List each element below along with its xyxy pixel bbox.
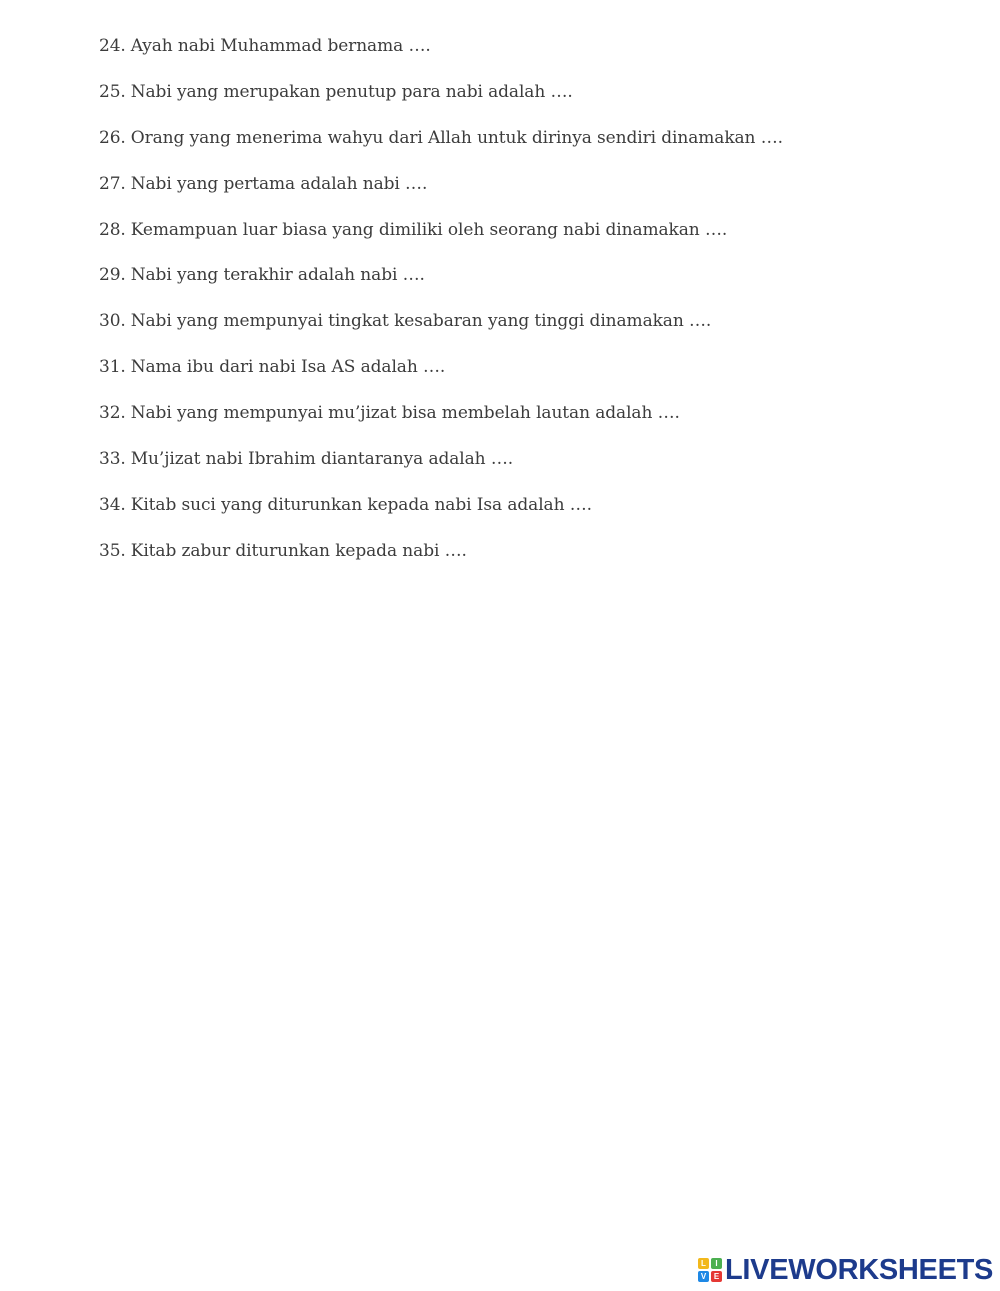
question-item [99, 354, 783, 400]
logo-mark-tile: V [698, 1271, 709, 1282]
question-number: 24. [99, 36, 126, 56]
logo-mark-tile: L [698, 1258, 709, 1269]
question-item [99, 492, 783, 538]
question-text: Nabi yang terakhir adalah nabi …. [130, 265, 425, 286]
question-number: 27. [99, 173, 126, 194]
liveworksheets-logo [698, 1256, 993, 1284]
question-text: Orang yang menerima wahyu dari Allah untuk dirinya sendiri dinamakan …. [130, 127, 783, 148]
question-item [99, 400, 783, 446]
question-text: Kitab zabur diturunkan kepada nabi …. [130, 540, 467, 561]
question-text: Mu’jizat nabi Ibrahim diantaranya adalah …. [130, 449, 514, 470]
question-number: 25. [99, 81, 126, 102]
question-item [99, 125, 783, 171]
question-list [99, 33, 783, 584]
question-text: Kitab suci yang diturunkan kepada nabi Isa adalah …. [130, 494, 592, 515]
question-text: Kemampuan luar biasa yang dimiliki oleh seorang nabi dinamakan …. [130, 219, 728, 240]
question-item [99, 79, 783, 125]
question-item [99, 308, 783, 354]
question-item [99, 262, 783, 308]
logo-text: LIVEWORKSHEETS [725, 1254, 994, 1286]
question-item [99, 33, 783, 79]
question-number: 28. [99, 219, 126, 240]
question-item [99, 538, 783, 584]
question-text: Nabi yang mempunyai mu’jizat bisa membelah lautan adalah …. [130, 403, 680, 424]
question-text: Ayah nabi Muhammad bernama …. [130, 36, 431, 56]
question-text: Nabi yang mempunyai tingkat kesabaran yang tinggi dinamakan …. [130, 311, 712, 332]
question-number: 26. [99, 127, 126, 148]
question-number: 33. [99, 449, 126, 470]
question-number: 35. [99, 540, 126, 561]
question-item [99, 217, 783, 263]
question-text: Nabi yang merupakan penutup para nabi adalah …. [130, 81, 573, 102]
question-text: Nama ibu dari nabi Isa AS adalah …. [130, 357, 446, 378]
question-item [99, 446, 783, 492]
question-number: 31. [99, 357, 126, 378]
question-number: 34. [99, 494, 126, 515]
question-number: 32. [99, 403, 126, 424]
logo-mark-tile: E [711, 1271, 722, 1282]
question-number: 29. [99, 265, 126, 286]
question-text: Nabi yang pertama adalah nabi …. [130, 173, 428, 194]
question-item [99, 171, 783, 217]
logo-mark-tile: I [711, 1258, 722, 1269]
logo-mark-icon [698, 1258, 722, 1282]
question-number: 30. [99, 311, 126, 332]
